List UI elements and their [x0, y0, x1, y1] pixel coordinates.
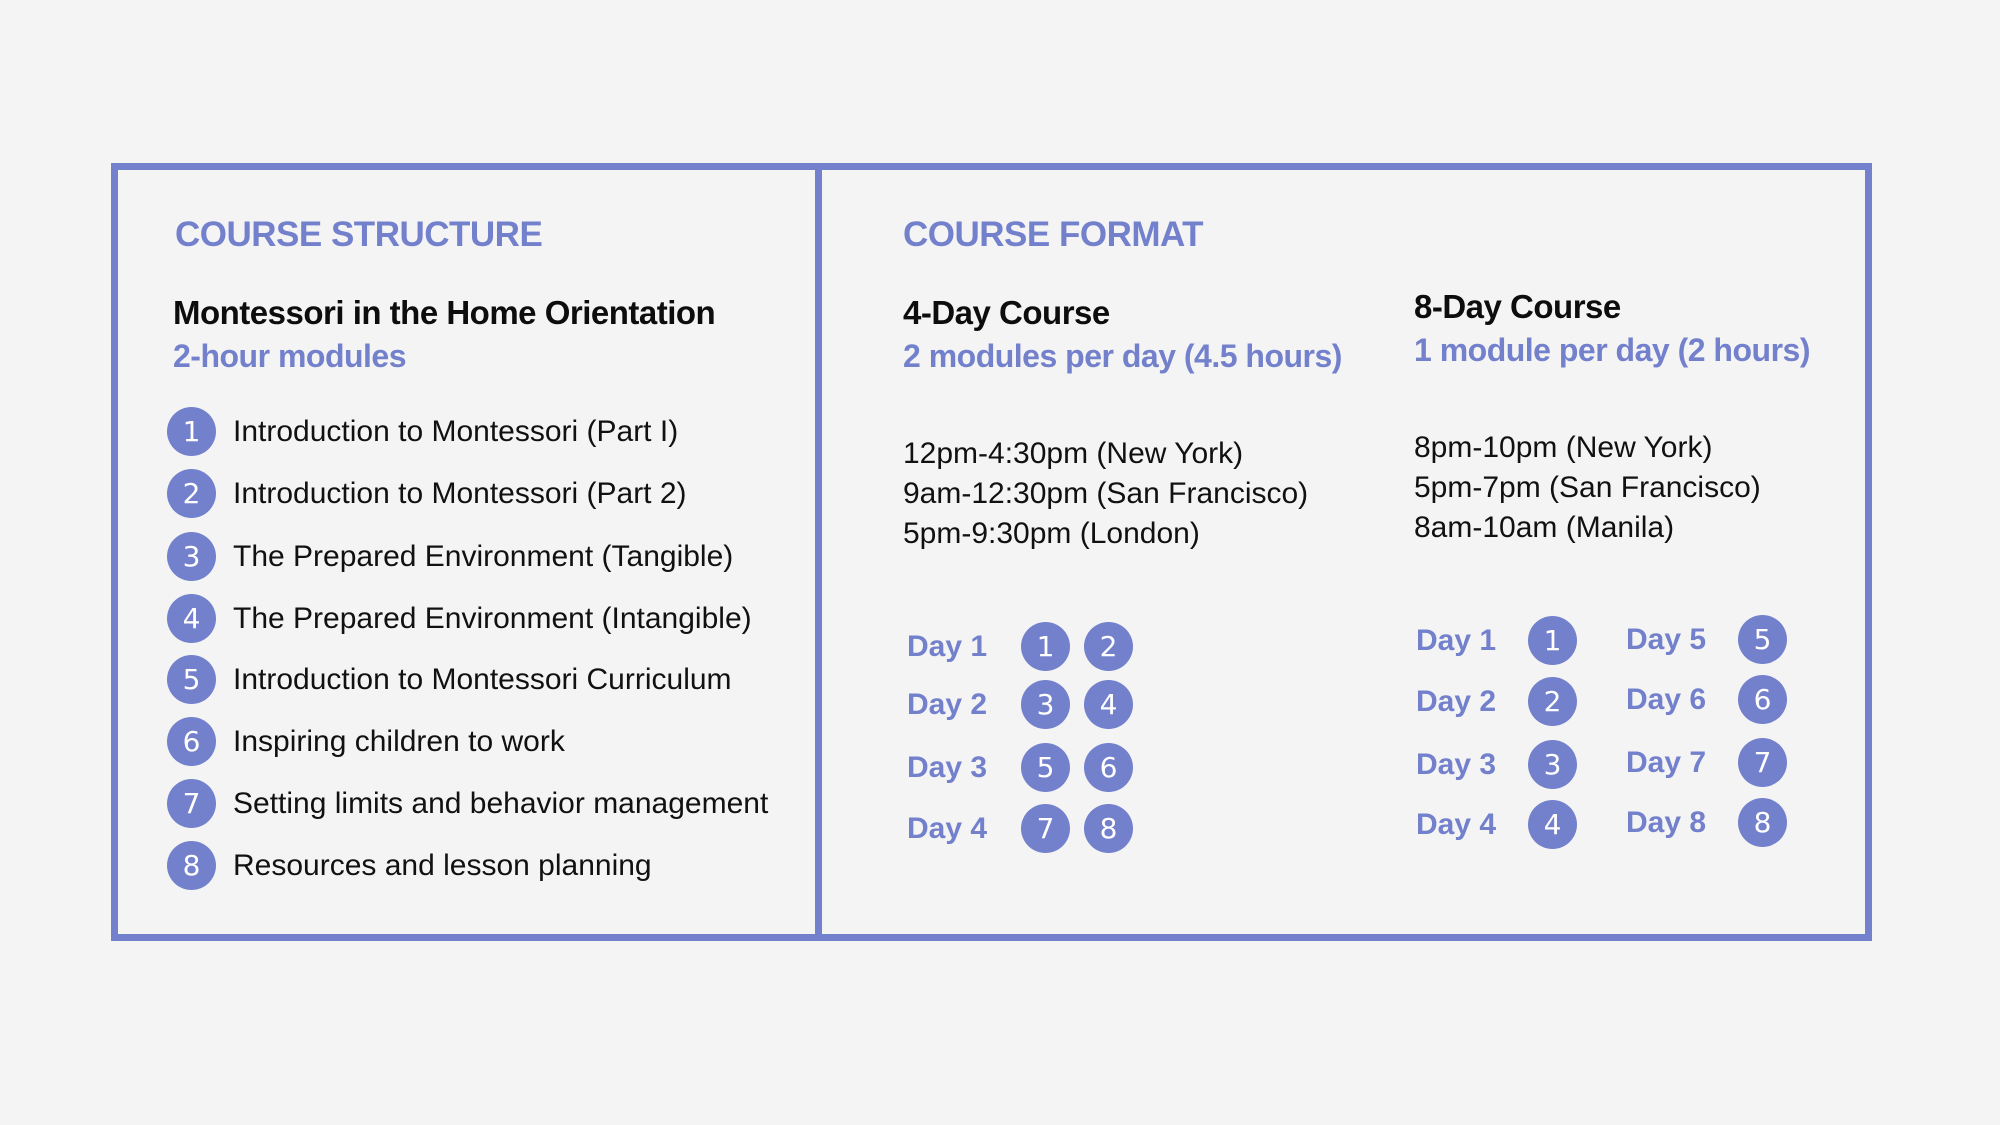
column-divider: [815, 163, 822, 941]
four-day-schedule-row: [907, 743, 1133, 792]
day-label: Day 4: [907, 811, 988, 845]
day-label: Day 7: [1626, 745, 1707, 779]
course-format-heading: COURSE FORMAT: [903, 215, 1204, 254]
four-day-times: [903, 434, 1308, 554]
module-item: [167, 469, 687, 518]
course-structure-title: Montessori in the Home Orientation: [173, 294, 716, 331]
eight-day-schedule-row: [1416, 677, 1577, 726]
module-number-badge: 2: [1528, 677, 1577, 726]
day-label: Day 6: [1626, 682, 1707, 716]
four-day-schedule-row: [907, 622, 1133, 671]
module-number-badge: 5: [167, 655, 216, 704]
day-label: Day 8: [1626, 805, 1707, 839]
day-label: Day 1: [1416, 623, 1497, 657]
module-item: [167, 779, 768, 828]
module-number-badge: 4: [1084, 680, 1133, 729]
module-number-badge: 4: [167, 594, 216, 643]
module-number-badge: 5: [1021, 743, 1070, 792]
eight-day-schedule-row: [1626, 738, 1787, 787]
course-structure-subtitle: 2-hour modules: [173, 338, 407, 374]
eight-day-course-subtitle: 1 module per day (2 hours): [1414, 332, 1810, 368]
eight-day-schedule-row: [1626, 798, 1787, 847]
module-number-badge: 4: [1528, 800, 1577, 849]
module-label: Introduction to Montessori Curriculum: [233, 662, 732, 696]
time-slot: 8am-10am (Manila): [1414, 511, 1675, 544]
module-item: [167, 655, 732, 704]
module-label: Setting limits and behavior management: [233, 786, 769, 820]
time-slot: 8pm-10pm (New York): [1414, 431, 1713, 464]
module-label: Introduction to Montessori (Part I): [233, 414, 679, 448]
module-number-badge: 1: [1021, 622, 1070, 671]
time-slot: 9am-12:30pm (San Francisco): [903, 477, 1309, 510]
module-label: The Prepared Environment (Intangible): [233, 601, 752, 635]
module-number-badge: 2: [1084, 622, 1133, 671]
module-number-badge: 2: [167, 469, 216, 518]
day-label: Day 2: [907, 687, 988, 721]
module-number-badge: 6: [1738, 675, 1787, 724]
day-label: Day 2: [1416, 684, 1497, 718]
module-label: Introduction to Montessori (Part 2): [233, 476, 687, 510]
module-label: Inspiring children to work: [233, 724, 565, 758]
module-number-badge: 6: [1084, 743, 1133, 792]
module-number-badge: 7: [167, 779, 216, 828]
eight-day-schedule-row: [1626, 675, 1787, 724]
day-label: Day 4: [1416, 807, 1497, 841]
eight-day-schedule-row: [1416, 616, 1577, 665]
time-slot: 5pm-9:30pm (London): [903, 517, 1200, 550]
module-number-badge: 8: [167, 841, 216, 890]
day-label: Day 5: [1626, 622, 1707, 656]
day-label: Day 1: [907, 629, 988, 663]
module-label: The Prepared Environment (Tangible): [233, 539, 734, 573]
module-number-badge: 3: [1021, 680, 1070, 729]
four-day-course-subtitle: 2 modules per day (4.5 hours): [903, 338, 1342, 374]
four-day-course-title: 4-Day Course: [903, 294, 1110, 331]
module-number-badge: 5: [1738, 615, 1787, 664]
eight-day-schedule-row: [1416, 740, 1577, 789]
four-day-schedule-row: [907, 804, 1133, 853]
day-label: Day 3: [1416, 747, 1497, 781]
module-label: Resources and lesson planning: [233, 848, 652, 882]
module-item: [167, 532, 733, 581]
module-item: [167, 594, 752, 643]
eight-day-schedule-row: [1626, 615, 1787, 664]
module-number-badge: 8: [1084, 804, 1133, 853]
module-item: [167, 407, 678, 456]
module-number-badge: 6: [167, 717, 216, 766]
module-item: [167, 717, 565, 766]
module-number-badge: 7: [1738, 738, 1787, 787]
eight-day-times: [1414, 428, 1761, 548]
eight-day-course-title: 8-Day Course: [1414, 288, 1621, 325]
module-item: [167, 841, 652, 890]
time-slot: 5pm-7pm (San Francisco): [1414, 471, 1761, 504]
module-number-badge: 7: [1021, 804, 1070, 853]
module-number-badge: 3: [167, 532, 216, 581]
module-number-badge: 3: [1528, 740, 1577, 789]
eight-day-schedule-row: [1416, 800, 1577, 849]
course-structure-heading: COURSE STRUCTURE: [175, 215, 543, 254]
module-number-badge: 1: [1528, 616, 1577, 665]
time-slot: 12pm-4:30pm (New York): [903, 437, 1244, 470]
four-day-schedule-row: [907, 680, 1133, 729]
module-number-badge: 8: [1738, 798, 1787, 847]
day-label: Day 3: [907, 750, 988, 784]
module-number-badge: 1: [167, 407, 216, 456]
